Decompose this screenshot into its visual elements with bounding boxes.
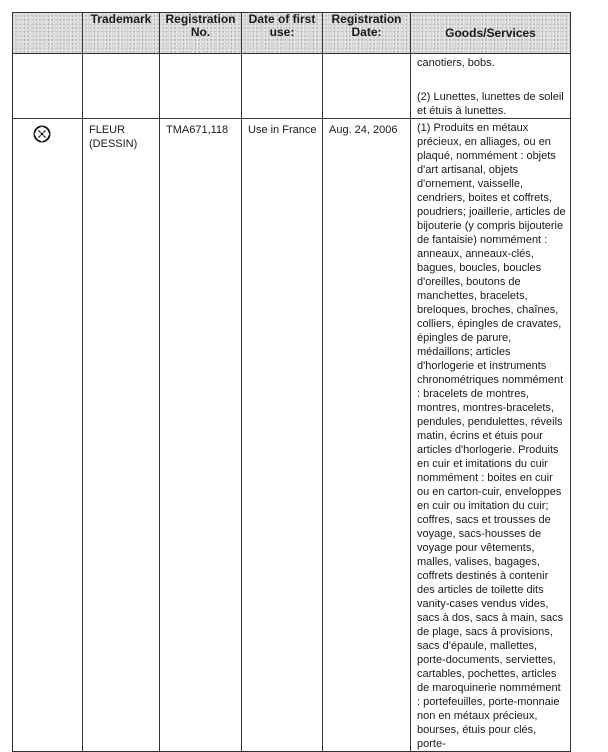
- goods-paragraph: (1) Produits en métaux précieux, en alliages, ou en plaqué, nommément : objets d'art artisanal, objets d'ornement, vaisselle, cendriers, boites et coffrets, poudriers; joaillerie, articles de bijouterie (y compris bijouterie de fantaisie) nommément : anneaux, anneaux-clés, bagues, boucles, boucles d'oreilles, boutons de manchettes, bracelets, breloques, broches, chaînes, colliers, épingles de cravates, épingles de parure, médaillons; articles d'horlogerie et instruments chronométriques nommément : bracelets de montres, montres, montres-bracelets, pendules, pendulettes, réveils matin, écrins et étuis pour articles d'horlogerie. Produits en cuir et imitations du cuir nommément : boites en cuir ou en carton-cuir, enveloppes en cuir ou imitation du cuir; coffres, sacs et trousses de voyage, sacs-housses de voyage pour vêtements, malles, valises, bagages, coffrets destinés à contenir des articles de toilette dits vanity-cases vendus vides, sacs à dos, sacs à main, sacs de plage, sacs à provisions, sacs d'épaule, mallettes, porte-documents, serviettes, cartables, pochettes, articles de maroquinerie nommément : portefeuilles, porte-monnaie non en métaux précieux, bourses, étuis pour clés, porte-: [417, 122, 566, 750]
- table-row: [13, 54, 571, 119]
- cell-goods-services: [411, 54, 571, 119]
- cell-goods-services: [411, 119, 571, 752]
- cell-date-first-use: [242, 54, 323, 119]
- header-goods-services: Goods/Services: [411, 13, 571, 54]
- cell-image: [13, 119, 83, 752]
- cell-image: [13, 54, 83, 119]
- header-registration-no: Registration No.: [160, 13, 242, 54]
- cell-registration-no: TMA671,118: [160, 119, 242, 752]
- cell-registration-no: [160, 54, 242, 119]
- goods-paragraph: (2) Lunettes, lunettes de soleil et étuis à lunettes.: [417, 91, 564, 117]
- header-date-first-use: Date of first use:: [242, 13, 323, 54]
- table-row: [13, 119, 571, 752]
- cell-trademark: [83, 54, 160, 119]
- flower-design-icon: [33, 125, 51, 143]
- goods-paragraph: canotiers, bobs.: [417, 57, 495, 69]
- cell-registration-date: [323, 54, 411, 119]
- cell-registration-date: Aug. 24, 2006: [323, 119, 411, 752]
- table-header-row: [13, 13, 571, 54]
- cell-date-first-use: Use in France: [242, 119, 323, 752]
- header-registration-date: Registration Date:: [323, 13, 411, 54]
- header-image: [13, 13, 83, 54]
- cell-trademark: FLEUR (DESSIN): [83, 119, 160, 752]
- header-trademark: Trademark: [83, 13, 160, 54]
- trademark-table: [12, 12, 571, 752]
